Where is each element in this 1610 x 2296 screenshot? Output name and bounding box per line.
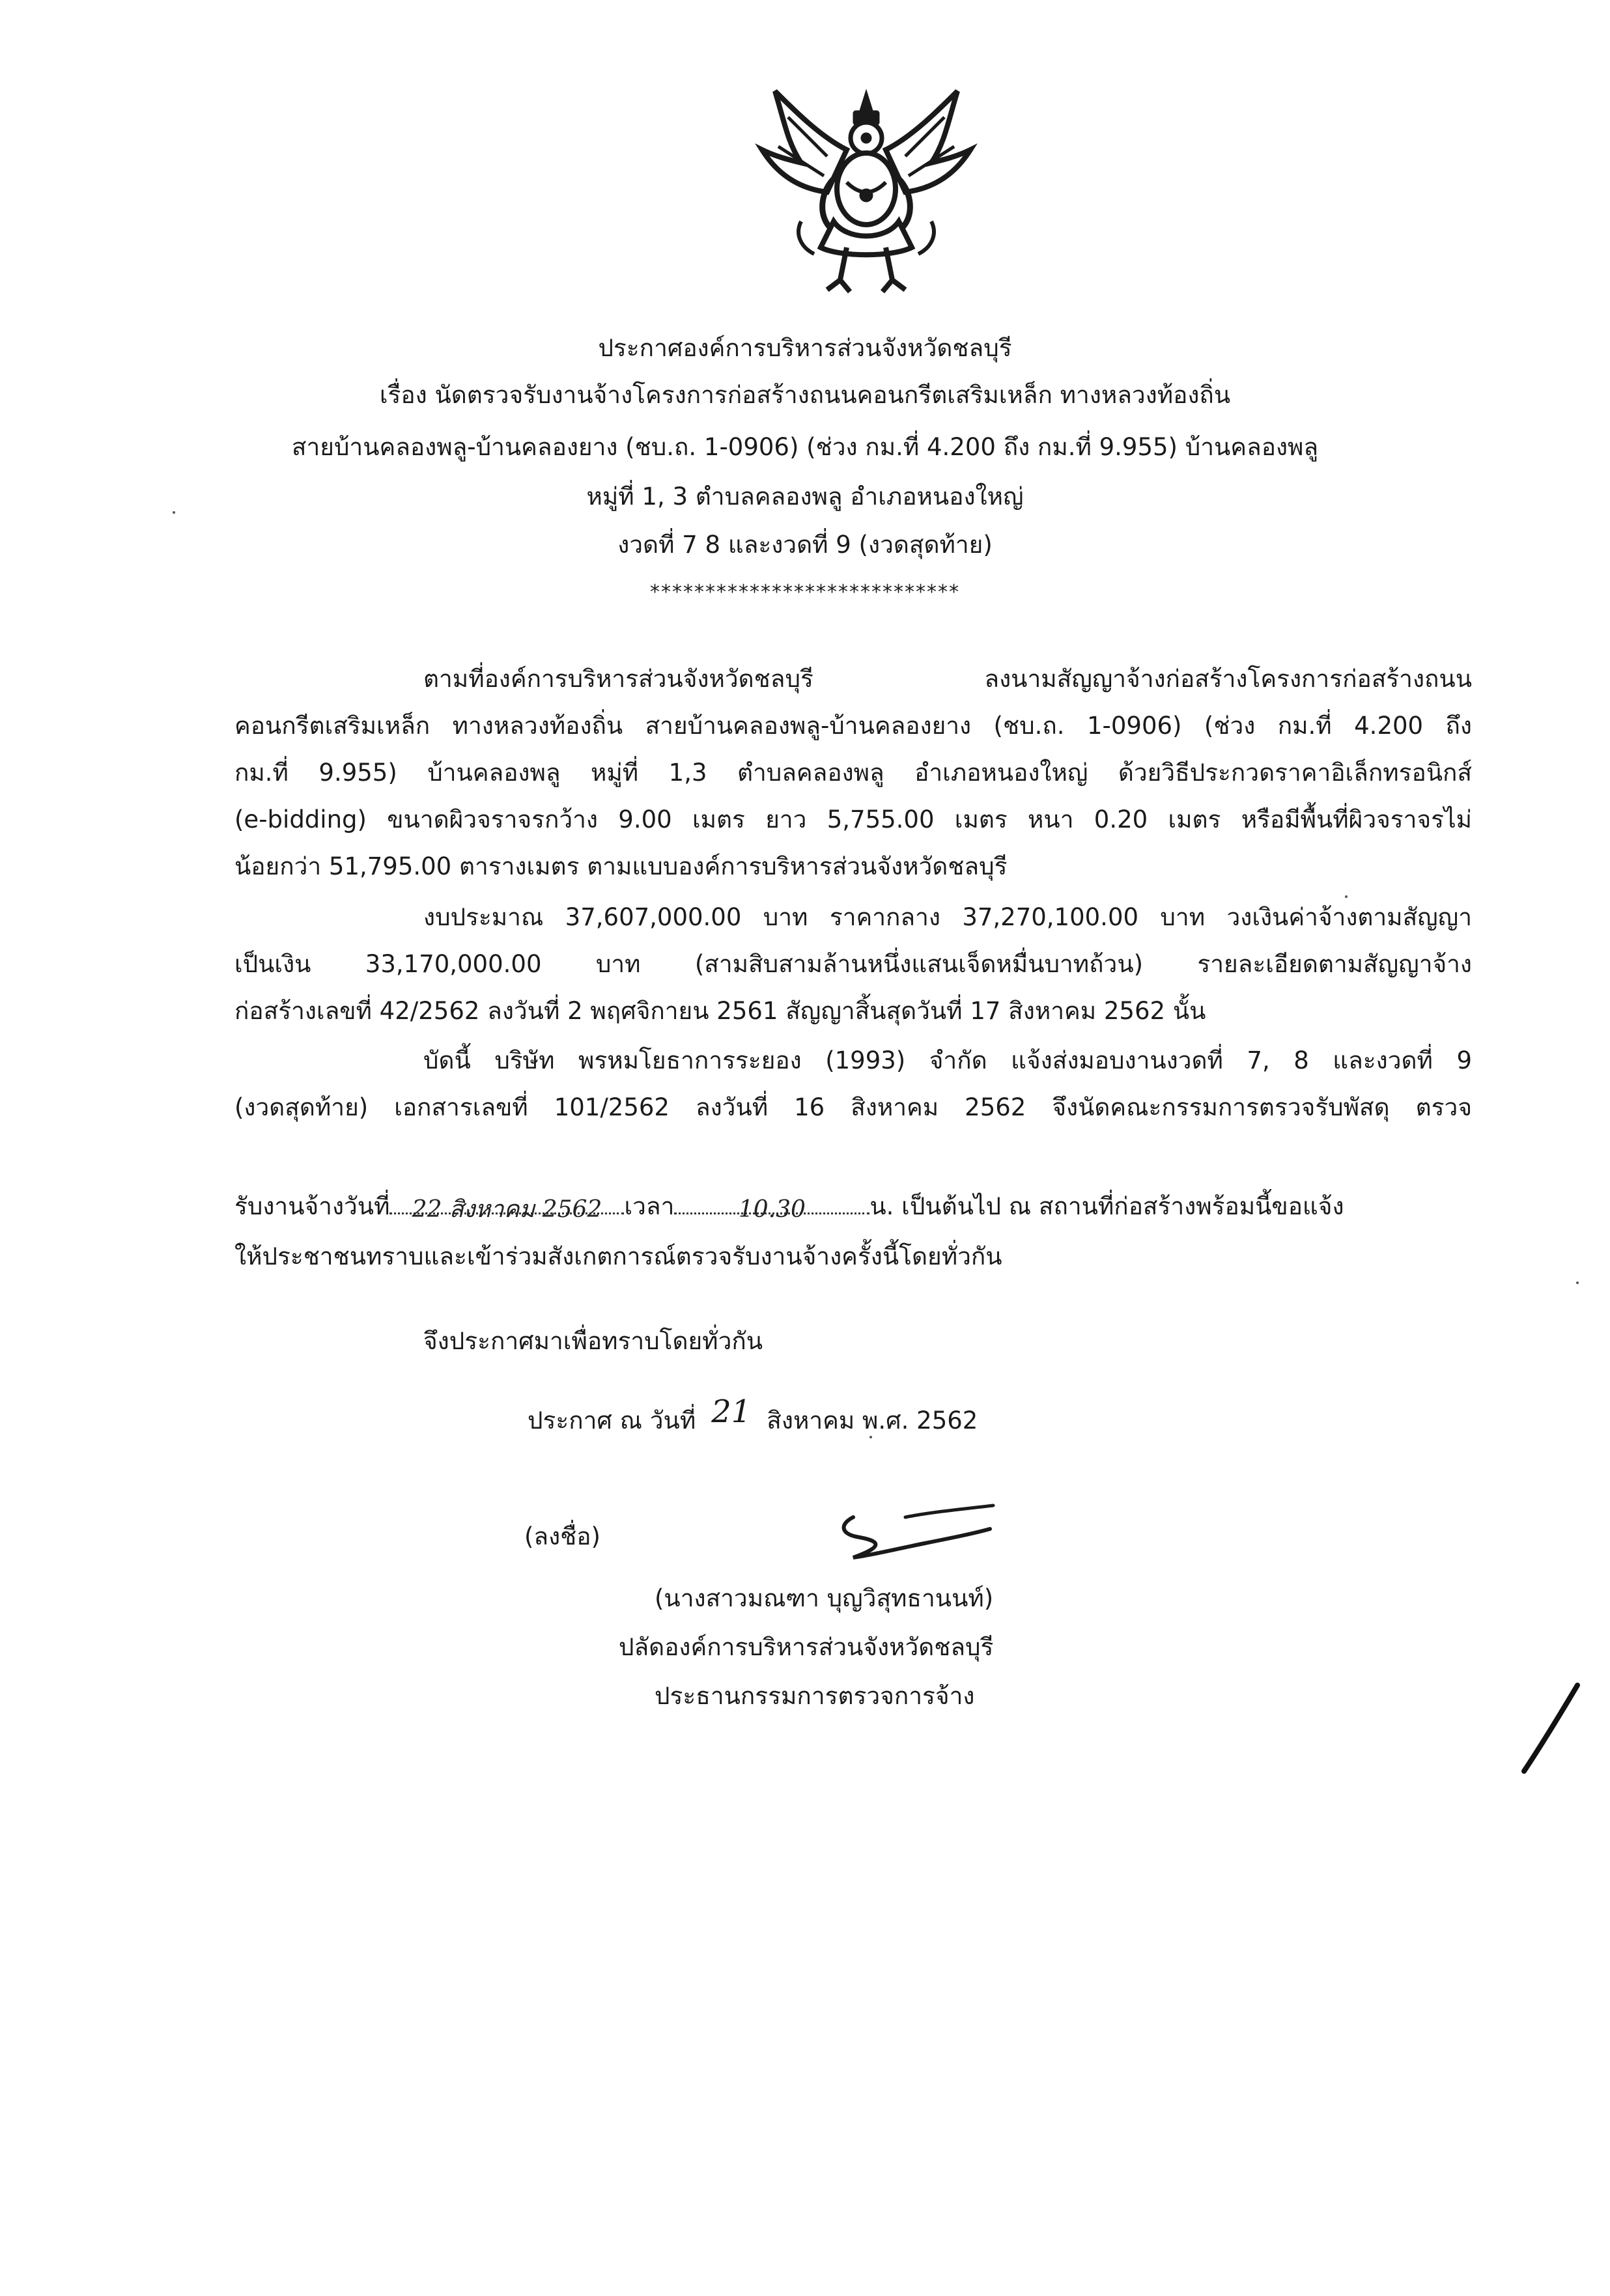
para3-line-2: (งวดสุดท้าย) เอกสารเลขที่ 101/2562 ลงวันที่ 16 สิงหาคม 2562 จึงนัดคณะกรรมการตรวจรับพัสดุ ตรวจ	[234, 1093, 1472, 1121]
time-label: เวลา	[624, 1192, 675, 1220]
paragraph-inspection	[234, 1037, 1472, 1131]
time-blank	[674, 1196, 869, 1223]
announcement-title: ประกาศองค์การบริหารส่วนจังหวัดชลบุรี	[598, 334, 1012, 362]
dateline-prefix: ประกาศ ณ วันที่	[528, 1407, 696, 1435]
handwritten-day: 21	[711, 1393, 752, 1430]
inspection-datetime-line	[234, 1187, 1472, 1226]
garuda-emblem	[749, 85, 983, 300]
paragraph-budget	[234, 894, 1472, 1035]
subject-line-2: สายบ้านคลองพลู-บ้านคลองยาง (ชบ.ถ. 1-0906) (ช่วง กม.ที่ 4.200 ถึง กม.ที่ 9.955) บ้านคลองพลู	[291, 433, 1319, 461]
para2-line-1: งบประมาณ 37,607,000.00 บาท ราคากลาง 37,270,100.00 บาท วงเงินค่าจ้างตามสัญญา	[423, 903, 1472, 931]
asterisk-divider: ****************************	[650, 581, 960, 604]
scan-speck	[173, 511, 175, 514]
para2-line-3: ก่อสร้างเลขที่ 42/2562 ลงวันที่ 2 พฤศจิกายน 2561 สัญญาสิ้นสุดวันที่ 17 สิงหาคม 2562 นั้น	[234, 997, 1206, 1025]
signatory-name: (นางสาวมณฑา บุญวิสุทธานนท์)	[655, 1584, 994, 1612]
scan-speck	[869, 1436, 872, 1438]
para2-line-2: เป็นเงิน 33,170,000.00 บาท (สามสิบสามล้านหนึ่งแสนเจ็ดหมื่นบาทถ้วน) รายละเอียดตามสัญญาจ้าง	[234, 950, 1472, 978]
scan-speck	[1345, 895, 1348, 898]
signatory-position: ปลัดองค์การบริหารส่วนจังหวัดชลบุรี	[619, 1633, 994, 1661]
subject-line-4: งวดที่ 7 8 และงวดที่ 9 (งวดสุดท้าย)	[617, 531, 993, 559]
signatory-role: ประธานกรรมการตรวจการจ้าง	[655, 1682, 975, 1710]
announce-line: จึงประกาศมาเพื่อทราบโดยทั่วกัน	[423, 1327, 763, 1355]
handwritten-time: 10.30	[738, 1196, 806, 1223]
para1-line-2: คอนกรีตเสริมเหล็ก ทางหลวงท้องถิ่น สายบ้านคลองพลู-บ้านคลองยาง (ชบ.ถ. 1-0906) (ช่วง กม.ที่ 4.200 ถึง	[234, 712, 1472, 740]
paragraph-contract	[234, 656, 1472, 890]
scan-speck	[1576, 1281, 1579, 1284]
para1-line-4: (e-bidding) ขนาดผิวจราจรกว้าง 9.00 เมตร ยาว 5,755.00 เมตร หนา 0.20 เมตร หรือมีพื้นที่ผิวจราจรไม่	[234, 805, 1472, 833]
para3-line-1: บัดนี้ บริษัท พรหมโยธาการระยอง (1993) จำกัด แจ้งส่งมอบงานงวดที่ 7, 8 และงวดที่ 9	[423, 1046, 1472, 1074]
signature-label: (ลงชื่อ)	[524, 1522, 600, 1550]
dateline-suffix: สิงหาคม พ.ศ. 2562	[767, 1407, 978, 1435]
handwritten-signature	[827, 1498, 996, 1569]
para1-line-1: ตามที่องค์การบริหารส่วนจังหวัดชลบุรี ลงนามสัญญาจ้างก่อสร้างโครงการก่อสร้างถนน	[423, 665, 1472, 693]
date-blank	[389, 1196, 624, 1223]
subject-line-1: เรื่อง นัดตรวจรับงานจ้างโครงการก่อสร้างถนนคอนกรีตเสริมเหล็ก ทางหลวงท้องถิ่น	[379, 381, 1231, 409]
handwritten-date: 22 สิงหาคม 2562	[412, 1196, 602, 1223]
fill-prefix: รับงานจ้างวันที่	[234, 1192, 390, 1220]
para1-line-5: น้อยกว่า 51,795.00 ตารางเมตร ตามแบบองค์การบริหารส่วนจังหวัดชลบุรี	[234, 852, 1008, 880]
para1-line-3: กม.ที่ 9.955) บ้านคลองพลู หมู่ที่ 1,3 ตำบลคลองพลู อำเภอหนองใหญ่ ด้วยวิธีประกวดราคาอิเล็กทรอนิกส์	[234, 759, 1472, 787]
para3-last-line: ให้ประชาชนทราบและเข้าร่วมสังเกตการณ์ตรวจรับงานจ้างครั้งนี้โดยทั่วกัน	[234, 1242, 1002, 1270]
fill-suffix: น. เป็นต้นไป ณ สถานที่ก่อสร้างพร้อมนี้ขอแจ้ง	[869, 1192, 1344, 1220]
pen-mark	[1518, 1680, 1583, 1778]
subject-line-3: หมู่ที่ 1, 3 ตำบลคลองพลู อำเภอหนองใหญ่	[586, 483, 1024, 511]
dateline	[528, 1393, 978, 1440]
